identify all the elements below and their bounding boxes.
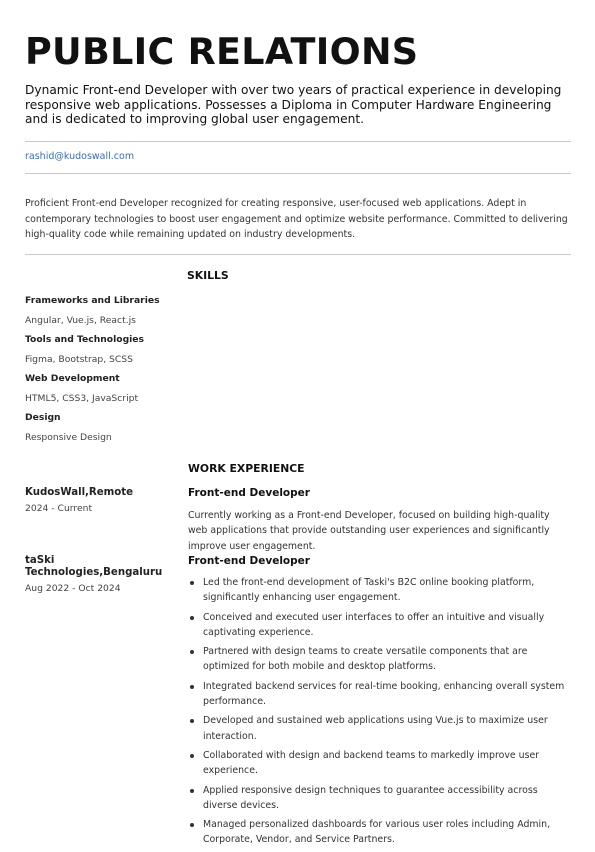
- job-bullets: [188, 575, 573, 852]
- skill-value: HTML5, CSS3, JavaScript: [25, 392, 139, 404]
- list-item: Led the front-end development of Taski's B2C online booking platform, significantly enhancing user engagement.: [188, 575, 573, 606]
- job-dates: 2024 - Current: [25, 503, 93, 514]
- skill-category: Design: [25, 412, 61, 423]
- job-company: taSki Technologies,Bengaluru: [25, 555, 163, 578]
- divider: [25, 173, 571, 174]
- job-dates: Aug 2022 - Oct 2024: [25, 583, 121, 594]
- skills-list: [25, 294, 175, 450]
- skill-category: Web Development: [25, 373, 120, 384]
- experience-section-title: WORK EXPERIENCE: [188, 462, 305, 475]
- list-item: Collaborated with design and backend teams to markedly improve user experience.: [188, 748, 573, 779]
- list-item: Developed and sustained web applications using Vue.js to maximize user interaction.: [188, 713, 573, 744]
- divider: [25, 254, 571, 255]
- page-title: PUBLIC RELATIONS: [25, 30, 419, 73]
- list-item: Integrated backend services for real-time booking, enhancing overall system performance.: [188, 679, 573, 710]
- skill-category: Tools and Technologies: [25, 334, 145, 345]
- skill-value: Angular, Vue.js, React.js: [25, 314, 136, 326]
- job-company: KudosWall,Remote: [25, 487, 134, 498]
- summary-text: Proficient Front-end Developer recognized for creating responsive, user-focused web applications. Adept in contemporary technologies to boost user engagement and optimize website performance. Committed to delivering high-quality code while remaining updated on industry developments.: [25, 198, 568, 240]
- job-role: Front-end Developer: [188, 555, 310, 567]
- job-meta: [25, 487, 175, 515]
- divider: [25, 141, 571, 142]
- list-item: Applied responsive design techniques to guarantee accessibility across diverse devices.: [188, 783, 573, 814]
- list-item: Partnered with design teams to create versatile components that are optimized for both mobile and desktop platforms.: [188, 644, 573, 675]
- job-description: Currently working as a Front-end Developer, focused on building high-quality web applications that provide outstanding user experiences and significantly improve user engagement.: [188, 510, 550, 552]
- list-item: Managed personalized dashboards for various user roles including Admin, Corporate, Vendor, and Service Partners.: [188, 817, 573, 848]
- email-link[interactable]: rashid@kudoswall.com: [25, 151, 135, 162]
- skill-value: Responsive Design: [25, 431, 112, 443]
- list-item: Conceived and executed user interfaces to offer an intuitive and visually captivating experience.: [188, 610, 573, 641]
- job-meta: [25, 555, 165, 595]
- skill-value: Figma, Bootstrap, SCSS: [25, 353, 133, 365]
- skills-section-title: SKILLS: [187, 269, 229, 282]
- headline: Dynamic Front-end Developer with over two years of practical experience in developing responsive web applications. Possesses a Diploma in Computer Hardware Engineering and is dedicated to improving global user engagement.: [25, 83, 562, 126]
- skill-category: Frameworks and Libraries: [25, 295, 160, 306]
- job-role: Front-end Developer: [188, 487, 310, 499]
